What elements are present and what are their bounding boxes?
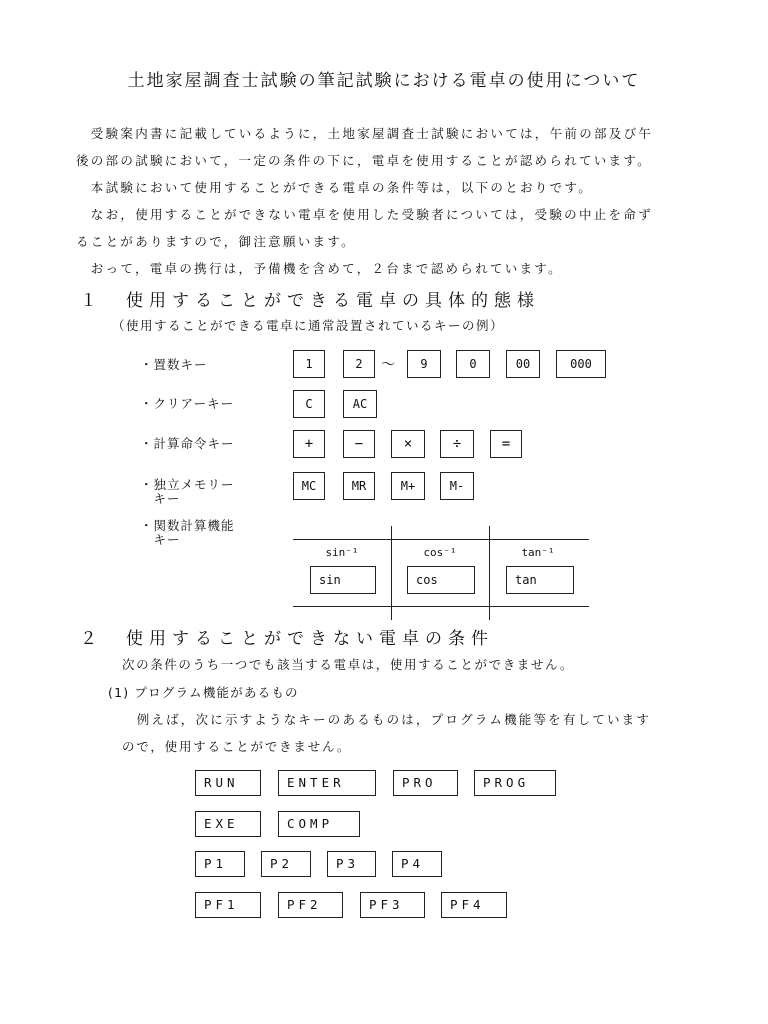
fn-head-asin: sin⁻¹ [325, 546, 359, 559]
intro-line: 受験案内書に記載しているように，土地家屋調査士試験においては，午前の部及び午 [76, 126, 654, 141]
section2-line: (1) プログラム機能があるもの [108, 685, 299, 700]
key-2: 2 [343, 350, 375, 378]
key-pf2: PF2 [278, 892, 343, 918]
key-run: RUN [195, 770, 261, 796]
fn-table-divider [489, 526, 490, 620]
intro-line: なお，使用することができない電卓を使用した受験者については，受験の中止を命ず [76, 207, 653, 222]
key-divide: ÷ [440, 430, 474, 458]
key-mc: MC [293, 472, 325, 500]
fn-table-top-rule [293, 539, 589, 540]
fn-head-acos: cos⁻¹ [423, 546, 457, 559]
fn-head-atan: tan⁻¹ [521, 546, 555, 559]
fn-table-bottom-rule [293, 606, 589, 607]
key-equals: = [490, 430, 522, 458]
key-sin: sin [310, 566, 376, 594]
key-9: 9 [407, 350, 441, 378]
key-c: C [293, 390, 325, 418]
key-pro: PRO [393, 770, 458, 796]
key-pf3: PF3 [360, 892, 425, 918]
page-title: 土地家屋調査士試験の筆記試験における電卓の使用について [127, 71, 641, 91]
key-pf1: PF1 [195, 892, 261, 918]
key-row-label-memory: ・独立メモリー キー [140, 477, 235, 506]
key-000: 000 [556, 350, 606, 378]
fn-table-divider [391, 526, 392, 620]
key-0: 0 [456, 350, 490, 378]
section1-heading: １ 使用することができる電卓の具体的態様 [80, 291, 540, 311]
key-m-minus: M- [440, 472, 474, 500]
key-p2: P2 [261, 851, 311, 877]
tilde-symbol: ～ [381, 357, 395, 373]
intro-line: 後の部の試験において，一定の条件の下に，電卓を使用することが認められています。 [76, 153, 652, 168]
key-tan: tan [506, 566, 574, 594]
key-mr: MR [343, 472, 375, 500]
key-p1: P1 [195, 851, 245, 877]
key-enter: ENTER [278, 770, 376, 796]
key-plus: + [293, 430, 325, 458]
intro-line: ることがありますので，御注意願います。 [76, 234, 356, 249]
key-exe: EXE [195, 811, 261, 837]
key-row-label-clear: ・クリアーキー [140, 396, 235, 411]
key-row-label-function: ・関数計算機能 キー [140, 518, 235, 547]
key-ac: AC [343, 390, 377, 418]
key-cos: cos [407, 566, 475, 594]
key-00: 00 [506, 350, 540, 378]
intro-line: おって，電卓の携行は，予備機を含めて，２台まで認められています。 [76, 261, 563, 276]
section2-line: 次の条件のうち一つでも該当する電卓は，使用することができません。 [122, 657, 574, 672]
key-row-label-operator: ・計算命令キー [140, 436, 235, 451]
key-row-label-numeric: ・置数キー [140, 357, 208, 372]
key-p3: P3 [327, 851, 376, 877]
key-pf4: PF4 [441, 892, 507, 918]
key-minus: − [343, 430, 375, 458]
key-p4: P4 [392, 851, 442, 877]
key-comp: COMP [278, 811, 360, 837]
key-multiply: × [391, 430, 425, 458]
key-prog: PROG [474, 770, 556, 796]
section2-heading: ２ 使用することができない電卓の条件 [80, 629, 494, 649]
section1-subheading: （使用することができる電卓に通常設置されているキーの例） [112, 318, 505, 333]
section2-line: 例えば，次に示すようなキーのあるものは，プログラム機能等を有しています [122, 712, 652, 727]
intro-line: 本試験において使用することができる電卓の条件等は，以下のとおりです。 [76, 180, 594, 195]
key-1: 1 [293, 350, 325, 378]
section2-line: ので，使用することができません。 [122, 739, 352, 754]
key-m-plus: M+ [391, 472, 425, 500]
